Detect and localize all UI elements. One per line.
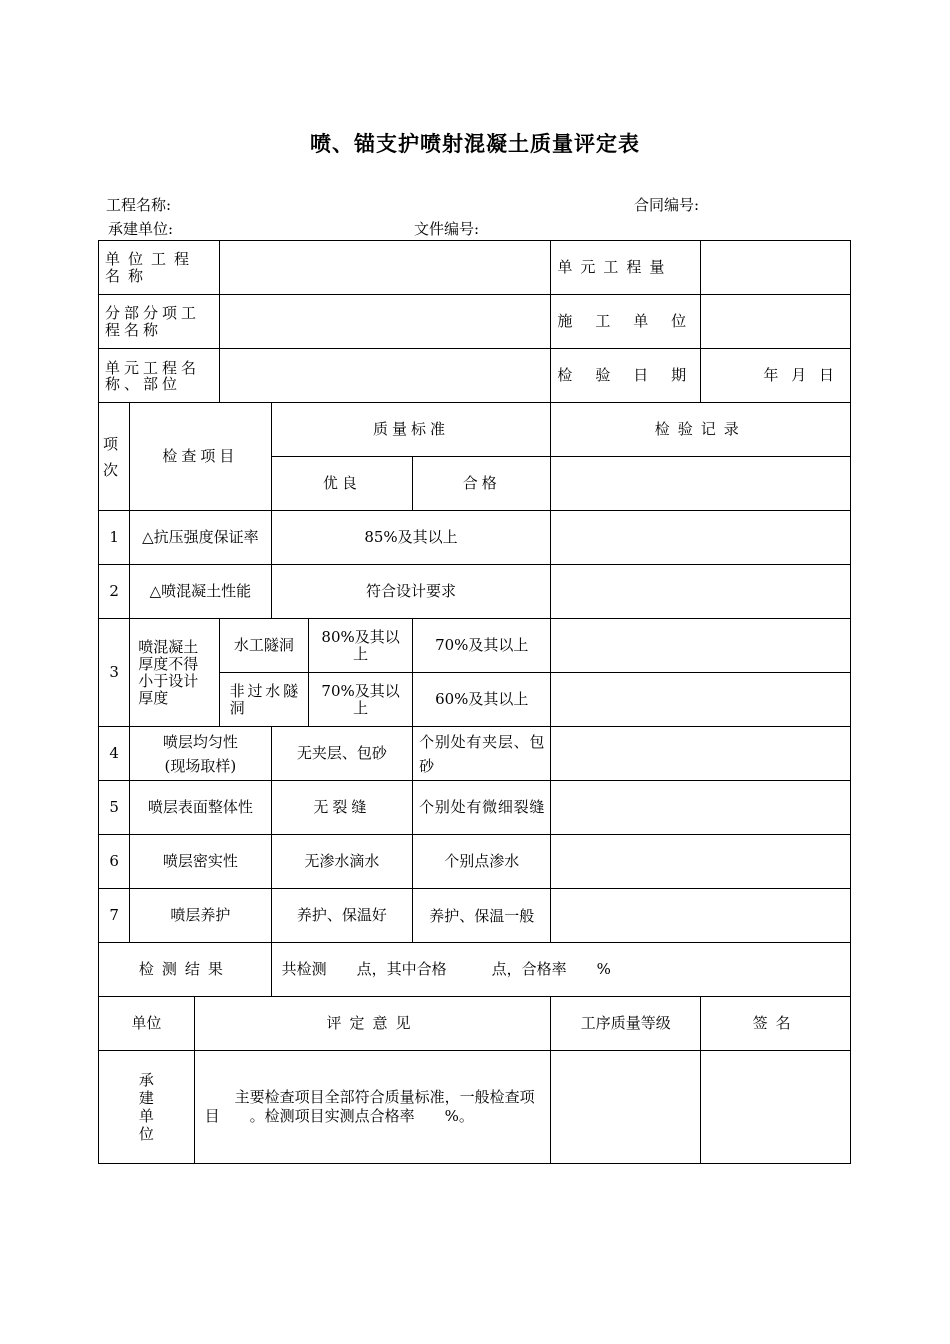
row3-sub1-record[interactable] bbox=[551, 619, 851, 673]
row6-item: 喷层密实性 bbox=[130, 835, 271, 889]
row7-record[interactable] bbox=[551, 889, 851, 943]
row1-no: 1 bbox=[99, 511, 130, 565]
quality-standard-header: 质量标准 bbox=[271, 403, 551, 457]
inspection-record-header: 检验记录 bbox=[551, 403, 851, 457]
footer-sign-value[interactable] bbox=[701, 1051, 851, 1164]
footer-sign-header: 签名 bbox=[701, 997, 851, 1051]
row6-excellent: 无渗水滴水 bbox=[271, 835, 412, 889]
division-name-value[interactable] bbox=[219, 295, 551, 349]
contractor-char: 位 bbox=[138, 1125, 154, 1143]
contractor-label: 承建单位: bbox=[108, 220, 174, 238]
element-name-part-label: 单元工程名称、部位 bbox=[99, 349, 220, 403]
inspection-date-label: 检验日期 bbox=[551, 349, 701, 403]
row1-item: △抗压强度保证率 bbox=[130, 511, 271, 565]
element-name-part-value[interactable] bbox=[219, 349, 551, 403]
footer-grade-header: 工序质量等级 bbox=[551, 997, 701, 1051]
row3-sub2-record[interactable] bbox=[551, 673, 851, 727]
unit-project-name-value[interactable] bbox=[219, 241, 551, 295]
row3-sub2: 非过水隧洞 bbox=[219, 673, 308, 727]
project-name-label: 工程名称: bbox=[106, 196, 172, 214]
row2-no: 2 bbox=[99, 565, 130, 619]
construction-unit-label: 施工单位 bbox=[551, 295, 701, 349]
row4-no: 4 bbox=[99, 727, 130, 781]
contract-no-label: 合同编号: bbox=[634, 196, 700, 214]
row4-excellent: 无夹层、包砂 bbox=[271, 727, 412, 781]
excellent-header: 优良 bbox=[271, 457, 412, 511]
contractor-char: 建 bbox=[138, 1089, 154, 1107]
row4-item-line1: 喷层均匀性 bbox=[162, 732, 238, 751]
result-text[interactable]: 共检测 点，其中合格 点，合格率 % bbox=[271, 943, 850, 997]
unit-quantity-value[interactable] bbox=[701, 241, 851, 295]
row4-item-line2: (现场取样) bbox=[164, 756, 237, 775]
row3-sub1-excellent: 80%及其以上 bbox=[309, 619, 413, 673]
unit-project-name-label: 单位工程名称 bbox=[99, 241, 220, 295]
row4-qualified: 个别处有夹层、包砂 bbox=[413, 727, 551, 781]
row1-standard: 85%及其以上 bbox=[271, 511, 551, 565]
evaluation-table bbox=[98, 240, 851, 1164]
page-title: 喷、锚支护喷射混凝土质量评定表 bbox=[310, 132, 640, 156]
qualified-header: 合格 bbox=[413, 457, 551, 511]
file-no-label: 文件编号: bbox=[414, 220, 480, 238]
row7-excellent: 养护、保温好 bbox=[271, 889, 412, 943]
item-no-header: 项次 bbox=[99, 403, 130, 511]
row6-qualified: 个别点渗水 bbox=[413, 835, 551, 889]
result-label: 检测结果 bbox=[99, 943, 272, 997]
row7-item: 喷层养护 bbox=[130, 889, 271, 943]
row5-excellent: 无裂缝 bbox=[271, 781, 412, 835]
row6-no: 6 bbox=[99, 835, 130, 889]
contractor-char: 单 bbox=[138, 1107, 154, 1125]
footer-contractor-label bbox=[99, 1051, 195, 1164]
row3-item: 喷混凝土厚度不得小于设计厚度 bbox=[130, 619, 219, 727]
row4-record[interactable] bbox=[551, 727, 851, 781]
row5-item: 喷层表面整体性 bbox=[130, 781, 271, 835]
row5-qualified: 个别处有微细裂缝 bbox=[413, 781, 551, 835]
row3-sub2-excellent: 70%及其以上 bbox=[309, 673, 413, 727]
unit-quantity-label: 单元工程量 bbox=[551, 241, 701, 295]
row2-standard: 符合设计要求 bbox=[271, 565, 551, 619]
check-item-header: 检查项目 bbox=[130, 403, 271, 511]
footer-grade-value[interactable] bbox=[551, 1051, 701, 1164]
row5-record[interactable] bbox=[551, 781, 851, 835]
row1-record[interactable] bbox=[551, 511, 851, 565]
footer-opinion-header: 评定意见 bbox=[194, 997, 551, 1051]
row7-no: 7 bbox=[99, 889, 130, 943]
footer-opinion-text[interactable]: 主要检查项目全部符合质量标准，一般检查项目 。检测项目实测点合格率 %。 bbox=[194, 1051, 551, 1164]
row5-no: 5 bbox=[99, 781, 130, 835]
construction-unit-value[interactable] bbox=[701, 295, 851, 349]
row3-sub1-qualified: 70%及其以上 bbox=[413, 619, 551, 673]
row6-record[interactable] bbox=[551, 835, 851, 889]
row2-record[interactable] bbox=[551, 565, 851, 619]
row3-sub1: 水工隧洞 bbox=[219, 619, 308, 673]
row3-no: 3 bbox=[99, 619, 130, 727]
inspection-record-subheader bbox=[551, 457, 851, 511]
row2-item: △喷混凝土性能 bbox=[130, 565, 271, 619]
row4-item bbox=[130, 727, 271, 781]
row7-qualified: 养护、保温一般 bbox=[413, 889, 551, 943]
inspection-date-value[interactable]: 年 月 日 bbox=[701, 349, 851, 403]
division-name-label: 分部分项工程名称 bbox=[99, 295, 220, 349]
contractor-char: 承 bbox=[138, 1071, 154, 1089]
footer-unit-header: 单位 bbox=[99, 997, 195, 1051]
row3-sub2-qualified: 60%及其以上 bbox=[413, 673, 551, 727]
